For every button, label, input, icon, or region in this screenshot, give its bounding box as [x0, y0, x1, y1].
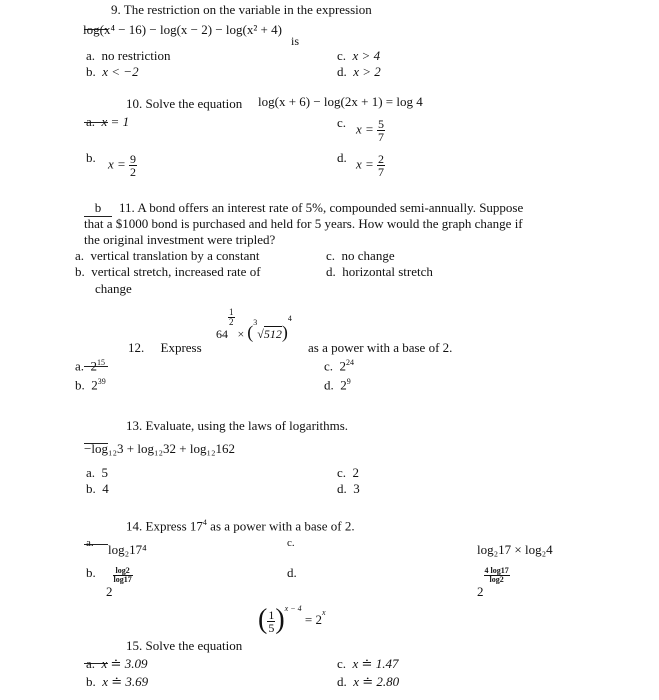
q14-number: 14.: [126, 518, 143, 534]
q11-b-text: vertical stretch, increased rate of: [91, 264, 261, 279]
q10-stem: [126, 96, 242, 112]
q9-stem: [111, 2, 372, 18]
q15-number: 15.: [126, 638, 143, 653]
q14-option-b-label[interactable]: b.: [86, 565, 96, 580]
q12-option-a[interactable]: a. $2^{15}$: [75, 358, 106, 374]
q11-c-text: no change: [341, 248, 395, 263]
q10-option-c-label[interactable]: c.: [337, 115, 347, 130]
q10-option-b[interactable]: x = $\frac{9}{2}$: [108, 152, 137, 179]
q14-option-a-label[interactable]: a.: [86, 537, 94, 549]
q13-option-d[interactable]: d. 3: [337, 481, 360, 496]
q15-text: Solve the equation: [145, 638, 243, 653]
q14-option-d[interactable]: 2 $\frac{4 \log 17}{\log 2}$: [477, 565, 509, 599]
q11-line3: the original investment were tripled?: [84, 232, 276, 247]
q9-b-text: x < −2: [102, 64, 139, 79]
q11-option-d[interactable]: d. horizontal stretch: [326, 264, 433, 279]
q9-text: The restriction on the variable in the expression: [123, 2, 372, 17]
q11-option-b-cont: change: [95, 281, 132, 296]
q10-text: Solve the equation: [145, 96, 243, 111]
q10-option-a[interactable]: a. x = 1: [86, 114, 130, 129]
q10-option-b-label[interactable]: b.: [86, 150, 96, 165]
q11-a-text: vertical translation by a constant: [90, 248, 260, 263]
q9-c-text: x > 4: [352, 48, 381, 63]
q12-number: 12.: [128, 340, 145, 355]
q10-a-text: x = 1: [101, 114, 130, 129]
q10-option-d-label[interactable]: d.: [337, 150, 347, 165]
q13-text: Evaluate, using the laws of logarithms.: [145, 418, 349, 433]
q10-expression: log(x + 6) − log(2x + 1) = log 4: [258, 94, 423, 109]
q14-stem: 14. Express $17^4$ as a power with a base of 2.: [126, 518, 355, 534]
q9-expression: log(x⁴ − 16) − log(x − 2) − log(x² + 4): [83, 22, 282, 37]
q11-option-c[interactable]: c. no change: [326, 248, 395, 263]
q11-answer-blank[interactable]: [84, 200, 112, 217]
q13-option-b[interactable]: b. 4: [86, 481, 109, 496]
q12-stem: [128, 340, 202, 356]
q13-number: 13.: [126, 418, 143, 433]
q11-d-text: horizontal stretch: [342, 264, 433, 279]
q11-option-a[interactable]: a. vertical translation by a constant: [75, 248, 260, 263]
q9-is: is: [291, 34, 300, 48]
q9-option-d[interactable]: d. x > 2: [337, 64, 381, 79]
q10-number: 10.: [126, 96, 143, 111]
q13-expression: −log₁₂3 + log₁₂32 + log₁₂162: [84, 441, 236, 456]
q14-option-b[interactable]: 2 $\frac{\log 2}{\log 17}$: [106, 565, 132, 599]
q11-line2: that a $1000 bond is purchased and held for 5 years. How would the graph change if: [84, 216, 523, 231]
q15-option-b[interactable]: b. x ≐ 3.69: [86, 674, 149, 689]
q13-stem: [126, 418, 348, 434]
q9-a-text: no restriction: [101, 48, 171, 63]
q14-option-a[interactable]: log₂17⁴: [108, 542, 147, 557]
q12-option-c[interactable]: c. $2^{24}$: [324, 358, 355, 374]
q13-option-c[interactable]: c. 2: [337, 465, 360, 480]
q10-option-c[interactable]: x = $\frac{5}{7}$: [356, 117, 385, 144]
q12-option-d[interactable]: d. $2^9$: [324, 377, 351, 393]
q14-option-c[interactable]: log₂17 × log₂4: [477, 542, 553, 557]
q9-option-a[interactable]: a. no restriction: [86, 48, 171, 63]
q15-expression: ( $\frac{1}{5}$ )$^{x - 4} = 2^x$: [258, 603, 326, 635]
q15-option-d[interactable]: d. x ≐ 2.80: [337, 674, 400, 689]
q9-option-c[interactable]: c. x > 4: [337, 48, 381, 63]
q12-tail: as a power with a base of 2.: [308, 340, 453, 355]
q14-option-d-label[interactable]: d.: [287, 565, 297, 580]
q9-number: 9.: [111, 2, 121, 17]
q13-option-a[interactable]: a. 5: [86, 465, 109, 480]
q11-option-b[interactable]: b. vertical stretch, increased rate of: [75, 264, 261, 279]
q12-text: Express: [160, 340, 202, 355]
q11-number: 11.: [119, 200, 135, 215]
q11-line1: 11. A bond offers an interest rate of 5%, compounded semi-annually. Suppose: [119, 200, 524, 215]
q14-option-c-label[interactable]: c.: [287, 537, 295, 549]
q9-d-text: x > 2: [353, 64, 381, 79]
q15-option-c[interactable]: c. x ≐ 1.47: [337, 656, 399, 671]
q15-stem: [126, 638, 242, 654]
q10-option-d[interactable]: x = $\frac{2}{7}$: [356, 152, 385, 179]
q12-option-b[interactable]: b. $2^{39}$: [75, 377, 106, 393]
q15-option-a[interactable]: a. x ≐ 3.09: [86, 656, 148, 671]
q11-answer: b: [94, 200, 102, 215]
q12-expression: 64 $\frac{1}{2}$ × $(^3√512)^4$: [216, 306, 292, 342]
q9-option-b[interactable]: b. x < −2: [86, 64, 139, 79]
